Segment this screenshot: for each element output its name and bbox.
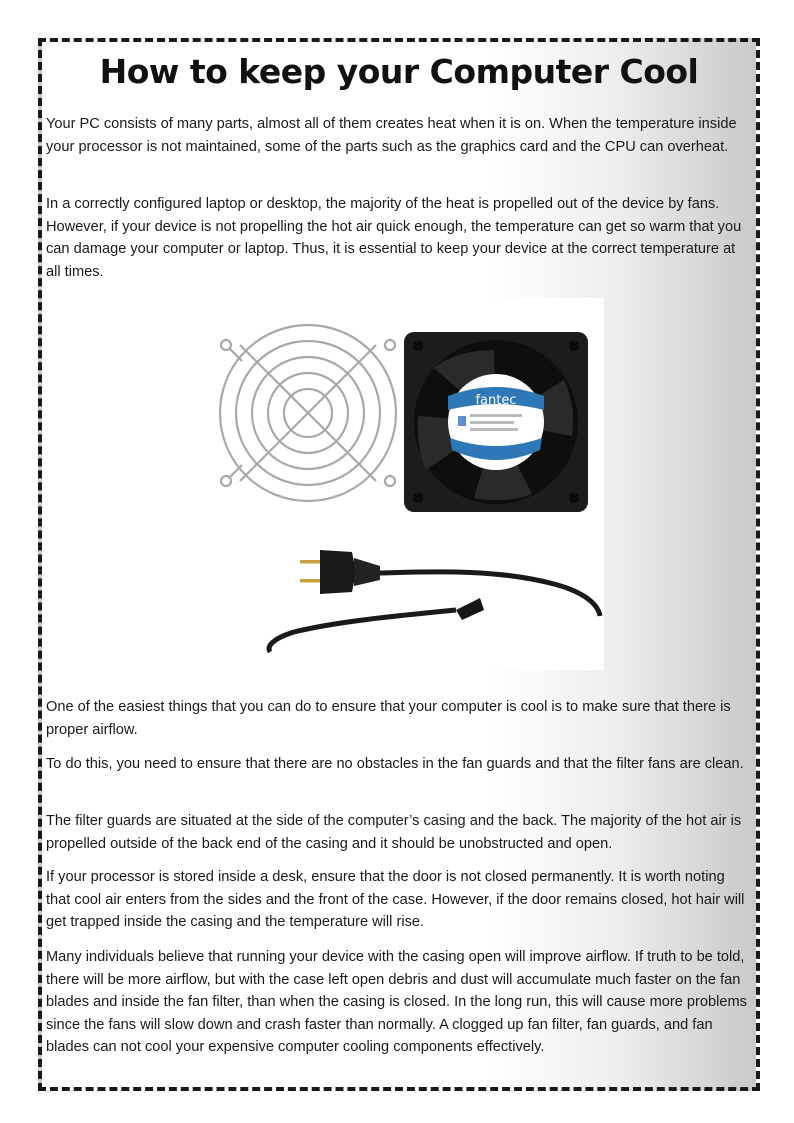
document-frame [38, 38, 760, 1091]
page-title: How to keep your Computer Cool [99, 52, 699, 91]
power-plug [269, 550, 600, 652]
paragraph-fan-guards: To do this, you need to ensure that there are no obstacles in the fan guards and that the filter fans are clean. [46, 756, 744, 772]
paragraph-desk-storage: If your processor is stored inside a desk, ensure that the door is not closed permanently. It is worth noting that cool air enters from the sides and the front of the case. However, if the door remains closed, hot hair will get trapped inside the casing and the temperature will rise. [46, 869, 745, 930]
case-fan [404, 332, 588, 512]
paragraph-open-casing: Many individuals believe that running your device with the casing open will improve airflow. If truth to be told, there will be more airflow, but with the case left open debris and dust will accumulate much faster on the fan blades and inside the fan filter, than when the casing is closed. In the long run, this will cause more problems since the fans will slow down and crash faster than normally. A clogged up fan filter, fan guards, and fan blades can not cool your expensive computer cooling components effectively. [46, 949, 747, 1055]
paragraph-airflow: One of the easiest things that you can do to ensure that your computer is cool is to make sure that there is proper airflow. [46, 699, 731, 738]
paragraph-intro: Your PC consists of many parts, almost all of them creates heat when it is on. When the temperature inside your processor is not maintained, some of the parts such as the graphics card and the CPU can overheat. [46, 116, 737, 155]
fan-brand-label: fantec [475, 393, 517, 408]
paragraph-heat-fans: In a correctly configured laptop or desktop, the majority of the heat is propelled out of the device by fans. However, if your device is not propelling the hot air quick enough, the temperature can get so warm that you can damage your computer or laptop. Thus, it is essential to keep your device at the correct temperature at all times. [46, 196, 742, 280]
paragraph-filter-guards: The filter guards are situated at the side of the computer’s casing and the back. The majority of the hot air is propelled outside of the back end of the casing and it should be unobstructed and open. [46, 813, 742, 852]
fan-guard-grill [220, 325, 396, 501]
fan-product-photo [194, 298, 604, 670]
